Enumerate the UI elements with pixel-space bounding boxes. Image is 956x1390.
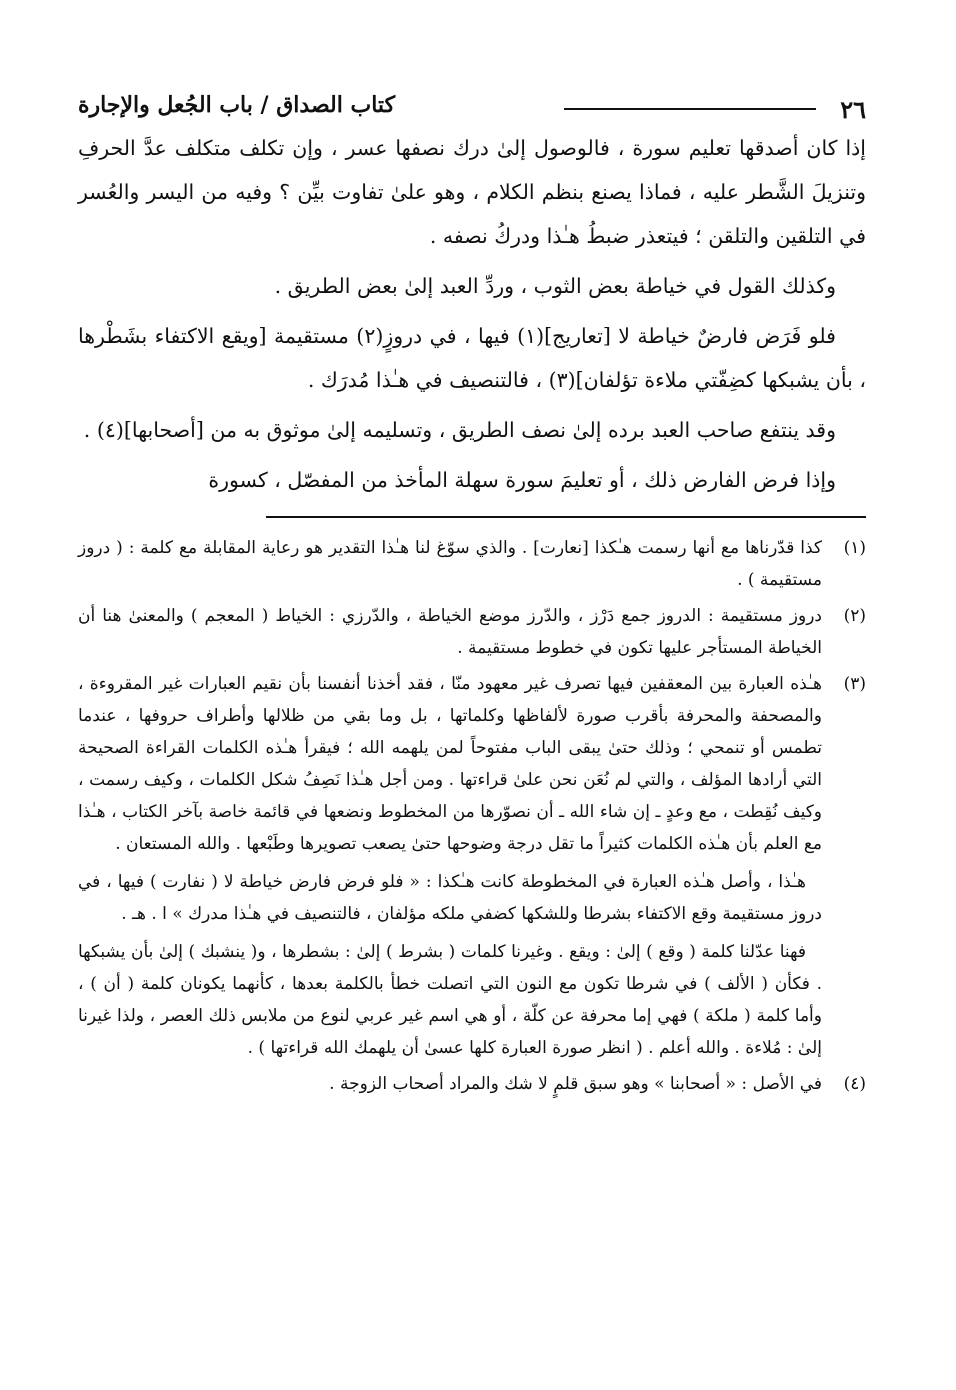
footnote-separator xyxy=(266,516,866,518)
footnote-number: (٣) xyxy=(843,674,866,694)
footnote-body xyxy=(78,532,822,596)
footnote-paragraph: فهنا عدّلنا كلمة ( وقع ) إلىٰ : ويقع . وغيرنا كلمات ( بشرط ) إلىٰ : بشطرها ، و( ينشبك ) إلىٰ بأن يشبكها . فكأن ( الألف ) في شرطا تكون مع النون التي اتصلت خطأ بالكلمة بعدها ، كأنهما يكونان كلمة ( أن ) ، وأما كلمة ( ملكة ) فهي إما محرفة عن كلّة ، أو هي اسم غير عربي لنوع من ملابس ذلك العصر ، ولذا غيرنا إلىٰ : مُلاءة . والله أعلم . ( انظر صورة العبارة كلها عسىٰ أن يلهمك الله قراءتها ) . xyxy=(78,942,822,1058)
footnote-paragraph: دروز مستقيمة : الدروز جمع دَرْز ، والدّرز موضع الخياطة ، والدّرزي : الخياط ( المعجم ) والمعنىٰ هنا أن الخياطة المستأجر عليها تكون في خطوط مستقيمة . xyxy=(78,606,822,658)
paragraph: وقد ينتفع صاحب العبد برده إلىٰ نصف الطريق ، وتسليمه إلىٰ موثوق به من [أصحابها](٤) . xyxy=(83,418,836,442)
footnote xyxy=(78,532,866,596)
footnote-paragraph: هـٰذا ، وأصل هـٰذه العبارة في المخطوطة كانت هـٰكذا : « فلو فرض فارض خياطة لا ( نفارت ) فيها ، في دروز مستقيمة وقع الاكتفاء بشرطا وللشكها كضفي ملكه مؤلفان ، فالتنصيف في هـٰذا مدرك » ا . هـ . xyxy=(78,872,822,924)
footnote xyxy=(78,668,866,1064)
book-page xyxy=(78,82,866,1362)
paragraph: وإذا فرض الفارض ذلك ، أو تعليمَ سورة سهلة المأخذ من المفصّل ، كسورة xyxy=(208,468,836,492)
footnote-paragraph: في الأصل : « أصحابنا » وهو سبق قلمٍ لا شك والمراد أصحاب الزوجة . xyxy=(329,1074,822,1094)
footnote-body xyxy=(78,600,822,664)
footnote-paragraph: كذا قدّرناها مع أنها رسمت هـٰكذا [نعارت] . والذي سوّغ لنا هـٰذا التقدير هو رعاية المقابلة مع كلمة : ( دروز مستقيمة ) . xyxy=(78,538,822,590)
footnote xyxy=(78,1068,866,1100)
running-title: كتاب الصداق / باب الجُعل والإجارة xyxy=(78,92,396,118)
footnote-number: (٢) xyxy=(843,606,866,626)
main-text xyxy=(78,126,866,502)
footnote-number: (٤) xyxy=(843,1074,866,1094)
header-rule xyxy=(564,108,816,110)
footnote xyxy=(78,600,866,664)
paragraph: وكذلك القول في خياطة بعض الثوب ، وردِّ العبد إلىٰ بعض الطريق . xyxy=(274,274,836,298)
page-header xyxy=(78,82,866,122)
footnote-body xyxy=(78,668,822,1064)
paragraph: إذا كان أصدقها تعليم سورة ، فالوصول إلىٰ درك نصفها عسر ، وإن تكلف متكلف عدَّ الحرفِ وتنزيلَ الشَّطر عليه ، فماذا يصنع بنظم الكلام ، وهو علىٰ تفاوت بيِّن ؟ وفيه من اليسر والعُسر في التلقين والتلقن ؛ فيتعذر ضبطُ هـٰذا ودركُ نصفه . xyxy=(78,136,866,248)
footnotes xyxy=(78,532,866,1100)
footnote-body xyxy=(78,1068,822,1100)
footnote-number: (١) xyxy=(843,538,866,558)
paragraph: فلو فَرَض فارضٌ خياطة لا [تعاريج](١) فيها ، في دروزٍ(٢) مستقيمة [ويقع الاكتفاء بشَطْرها ، بأن يشبكها كضِفّتي ملاءة تؤلفان](٣) ، فالتنصيف في هـٰذا مُدرَك . xyxy=(78,324,866,392)
page-number: ٢٦ xyxy=(840,95,866,124)
footnote-paragraph: هـٰذه العبارة بين المعقفين فيها تصرف غير معهود منّا ، فقد أخذنا أنفسنا بأن نقيم العبارات غير المقروءة ، والمصحفة والمحرفة بأقرب صورة لألفاظها وكلماتها ، بل وما بقي من ظلالها وأطراف حروفها ، عندما تطمس أو تنمحي ؛ وذلك حتىٰ يبقى الباب مفتوحاً لمن يلهمه الله ؛ فيقرأ هـٰذه الكلمات القراءة الصحيحة التي أرادها المؤلف ، والتي لم نُعَن نحن علىٰ قراءتها . ومن أجل هـٰذا نَصِفُ شكل الكلمات ، وكيف رسمت ، وكيف نُقِطت ، مع وعدٍ ـ إن شاء الله ـ أن نصوّرها من المخطوط ونضعها في قائمة خاصة بآخر الكتاب ، هـٰذا مع العلم بأن هـٰذه الكلمات كثيراً ما تقل درجة وضوحها حتىٰ يصعب تصويرها وطَبْعها . والله المستعان . xyxy=(78,674,822,854)
